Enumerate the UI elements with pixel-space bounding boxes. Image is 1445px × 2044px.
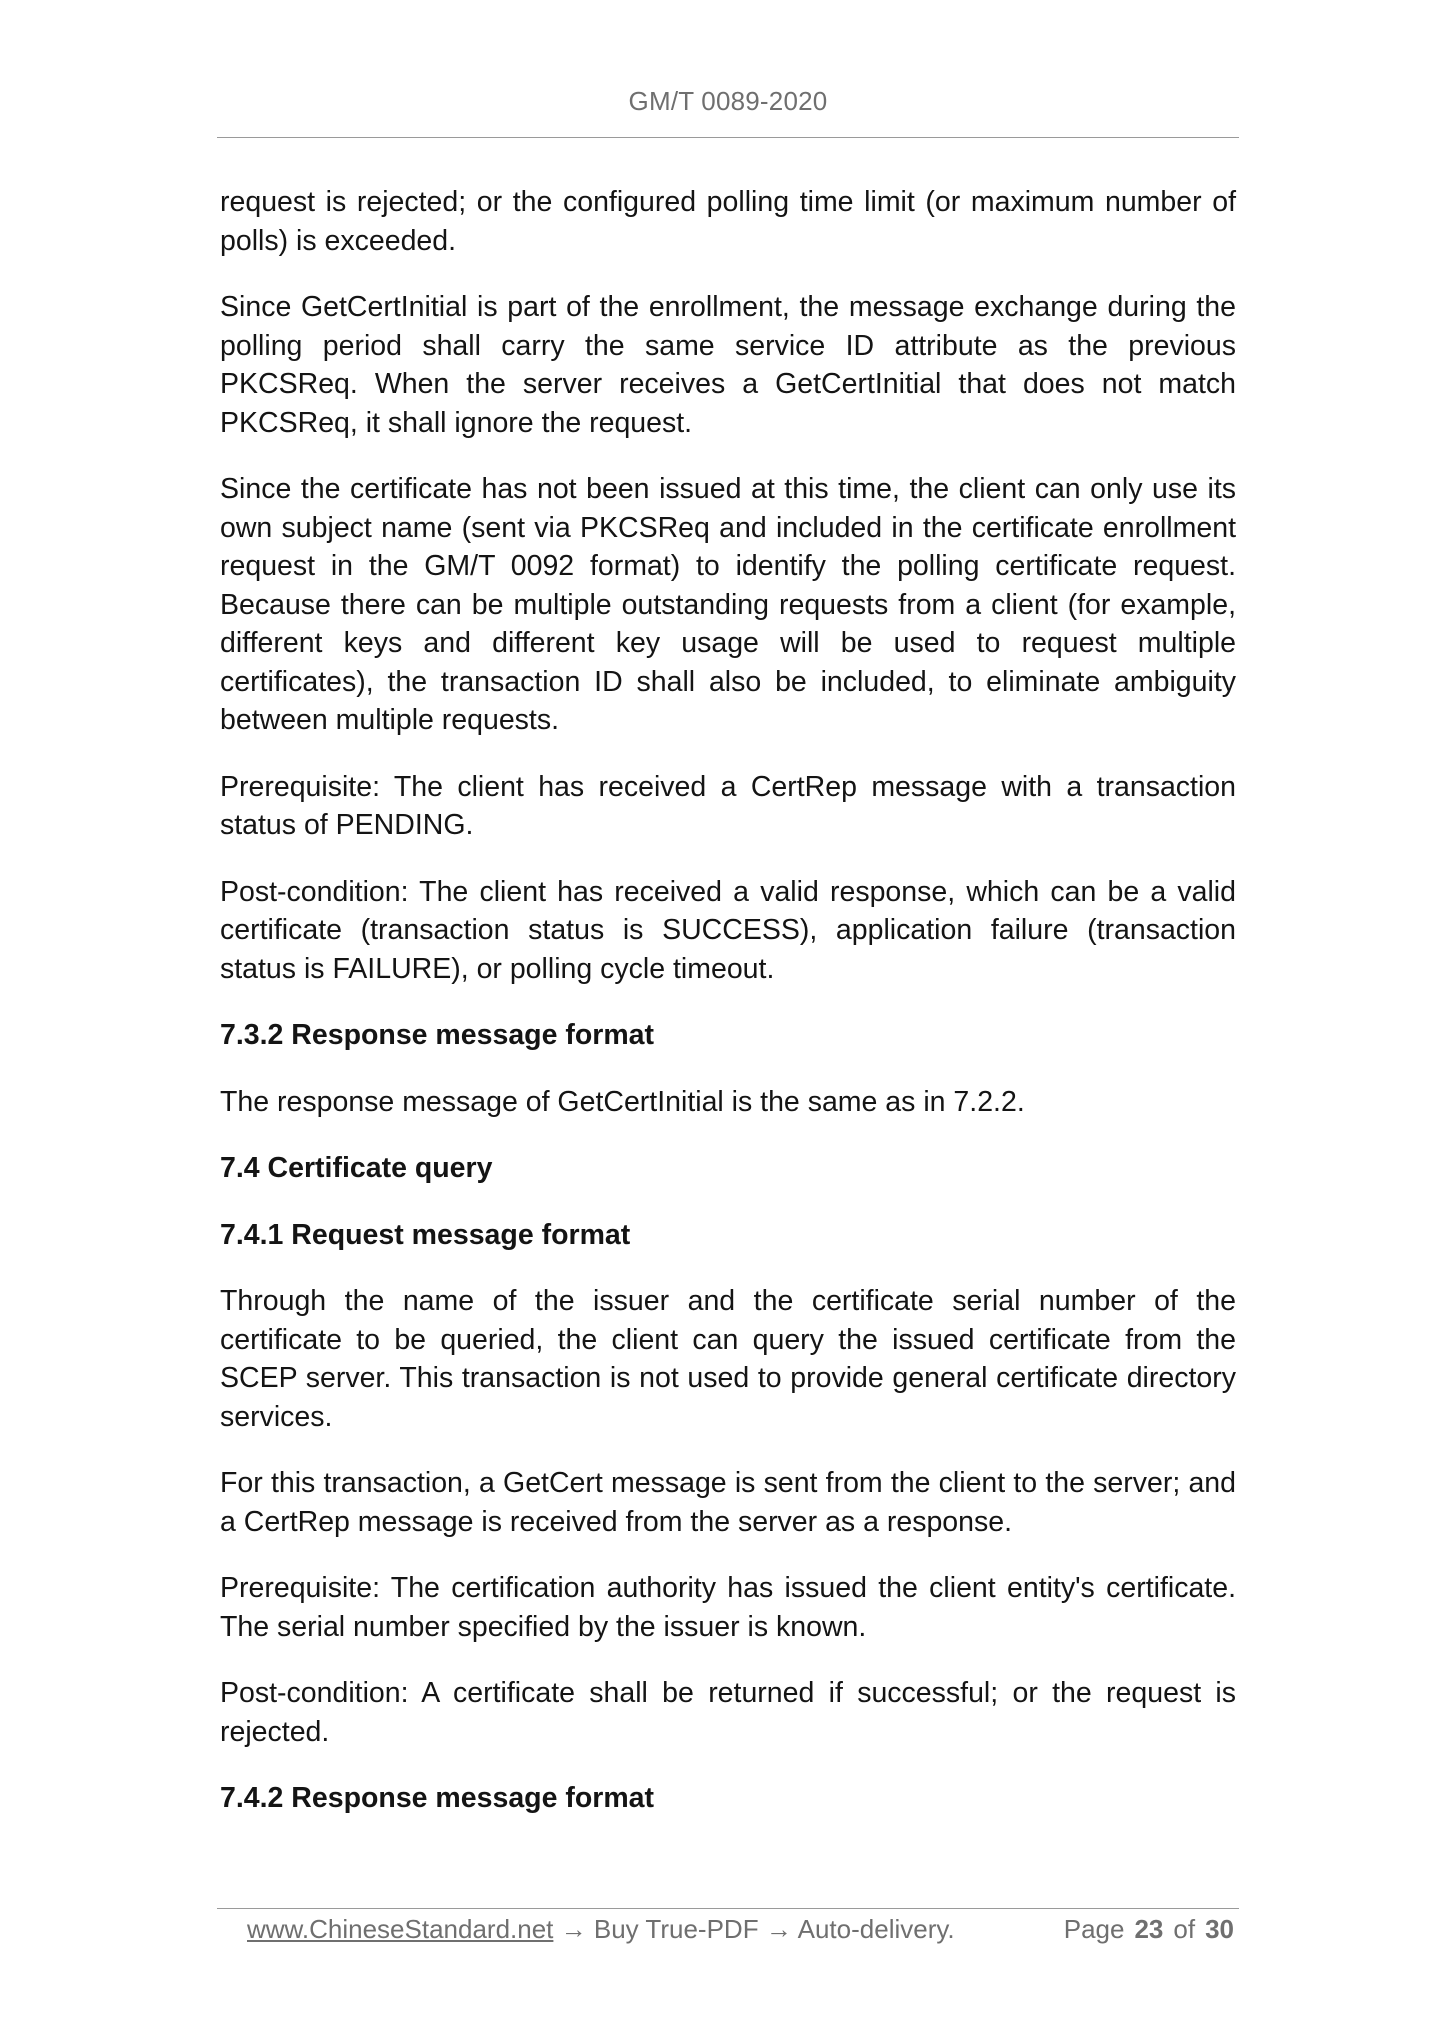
arrow-right-icon: → (560, 1914, 587, 1944)
paragraph: Prerequisite: The certification authority has issued the client entity's certificate. The serial number specified by the issuer is known. (220, 1572, 1236, 1643)
footer-promo (247, 1909, 955, 1949)
paragraph: Since GetCertInitial is part of the enrollment, the message exchange during the polling period shall carry the same service ID attribute as the previous PKCSReq. When the server receives a GetCertInitial that does not match PKCSReq, it shall ignore the request. (220, 291, 1236, 439)
header-divider (217, 137, 1239, 138)
page-number: 23 (1134, 1914, 1164, 1944)
section-heading-7-3-2: 7.3.2 Response message format (220, 1019, 655, 1051)
delivery-text: Auto-delivery. (797, 1914, 955, 1944)
buy-text: Buy True-PDF (593, 1914, 759, 1944)
site-link[interactable]: www.ChineseStandard.net (247, 1914, 554, 1944)
paragraph: For this transaction, a GetCert message is sent from the client to the server; and a CertRep message is received from the server as a response. (220, 1467, 1236, 1538)
paragraph: The response message of GetCertInitial is the same as in 7.2.2. (220, 1085, 1025, 1118)
arrow-right-icon: → (765, 1914, 792, 1944)
of-label: of (1173, 1914, 1196, 1944)
page-footer (247, 1909, 1237, 1949)
total-pages: 30 (1205, 1914, 1234, 1944)
paragraph: Prerequisite: The client has received a CertRep message with a transaction status of PENDING. (220, 770, 1236, 841)
paragraph: Post-condition: The client has received a valid response, which can be a valid certificate (transaction status is SUCCESS), application failure (transaction status is FAILURE), or polling cycle timeout. (220, 875, 1236, 985)
paragraph: Since the certificate has not been issued at this time, the client can only use its own subject name (sent via PKCSReq and included in the certificate enrollment request in the GM/T 0092 format) to identify the polling certificate request. Because there can be multiple outstanding requests from a client (for example, different keys and different key usage will be used to request multiple certificates), the transaction ID shall also be included, to eliminate ambiguity between multiple requests. (220, 473, 1236, 736)
page-header-standard-id: GM/T 0089-2020 (628, 86, 828, 116)
paragraph: Post-condition: A certificate shall be returned if successful; or the request is rejected. (220, 1677, 1236, 1748)
paragraph: request is rejected; or the configured polling time limit (or maximum number of polls) is exceeded. (220, 186, 1236, 257)
section-heading-7-4-1: 7.4.1 Request message format (220, 1218, 631, 1251)
section-heading-7-4: 7.4 Certificate query (220, 1152, 493, 1184)
document-body (220, 183, 1236, 1818)
section-heading-7-4-2: 7.4.2 Response message format (220, 1782, 655, 1814)
page-label: Page (1063, 1914, 1125, 1944)
page-counter (1064, 1909, 1234, 1949)
paragraph: Through the name of the issuer and the certificate serial number of the certificate to be queried, the client can query the issued certificate from the SCEP server. This transaction is not used to provide general certificate directory services. (220, 1285, 1236, 1433)
